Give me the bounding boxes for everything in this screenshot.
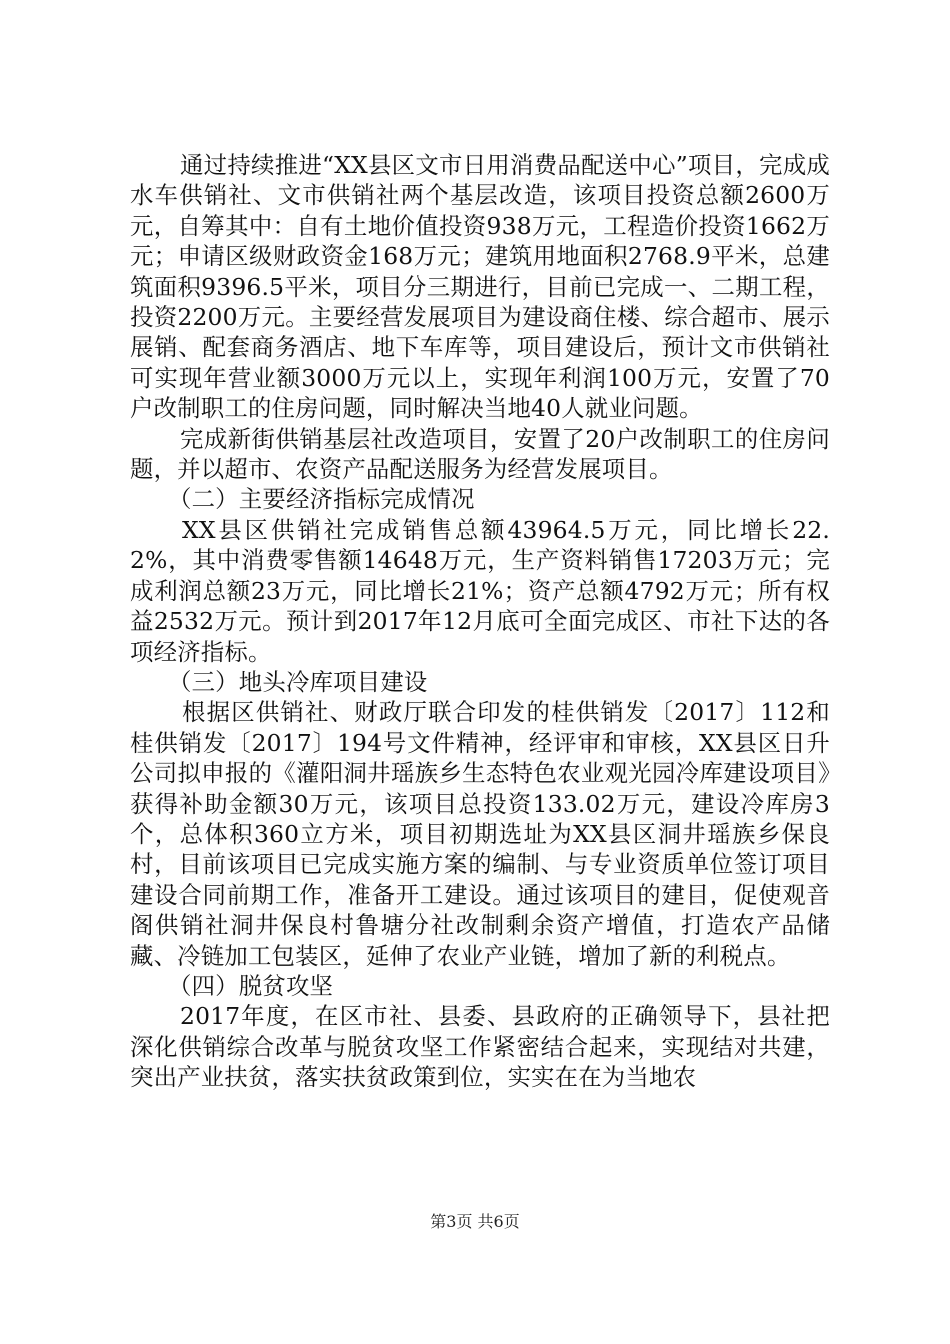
section-heading-economic-indicators: （二）主要经济指标完成情况 (168, 485, 475, 514)
paragraph-xinjie-reform: 完成新街供销基层社改造项目，安置了20户改制职工的住房问题，并以超市、农资产品配送服务为经营发展项目。 (130, 424, 830, 484)
document-body (130, 150, 830, 1093)
paragraph-economic-indicators: XX县区供销社完成销售总额43964.5万元，同比增长22.2%，其中消费零售额14648万元，生产资料销售17203万元；完成利润总额23万元，同比增长21%；资产总额4792万元；所有权益2532万元。预计到2017年12月底可全面完成区、市社下达的各项经济指标。 (130, 515, 830, 666)
paragraph-distribution-center: 通过持续推进“XX县区文市日用消费品配送中心”项目，完成成水车供销社、文市供销社两个基层改造，该项目投资总额2600万元，自筹其中：自有土地价值投资938万元，工程造价投资1662万元；申请区级财政资金168万元；建筑用地面积2768.9平米，总建筑面积9396.5平米，项目分三期进行，目前已完成一、二期工程，投资2200万元。主要经营发展项目为建设商住楼、综合超市、展示展销、配套商务酒店、地下车库等，项目建设后，预计文市供销社可实现年营业额3000万元以上，实现年利润100万元，安置了70户改制职工的住房问题，同时解决当地40人就业问题。 (130, 151, 830, 423)
paragraph-cold-storage: 根据区供销社、财政厅联合印发的桂供销发〔2017〕112和桂供销发〔2017〕194号文件精神，经评审和审核，XX县区日升公司拟申报的《灌阳洞井瑶族乡生态特色农业观光园冷库建设项目》获得补助金额30万元，该项目总投资133.02万元，建设冷库房3个，总体积360立方米，项目初期选址为XX县区洞井瑶族乡保良村，目前该项目已完成实施方案的编制、与专业资质单位签订项目建设合同前期工作，准备开工建设。通过该项目的建目，促使观音阁供销社洞井保良村鲁塘分社改制剩余资产增值，打造农产品储藏、冷链加工包装区，延伸了农业产业链，增加了新的利税点。 (130, 698, 830, 970)
section-heading-cold-storage: （三）地头冷库项目建设 (168, 667, 428, 696)
section-heading-poverty-alleviation: （四）脱贫攻坚 (168, 971, 334, 1000)
paragraph-poverty-alleviation: 2017年度，在区市社、县委、县政府的正确领导下，县社把深化供销综合改革与脱贫攻坚工作紧密结合起来，实现结对共建，突出产业扶贫，落实扶贫政策到位，实实在在为当地农 (130, 1002, 830, 1092)
page-number-footer: 第3页 共6页 (430, 1212, 520, 1231)
